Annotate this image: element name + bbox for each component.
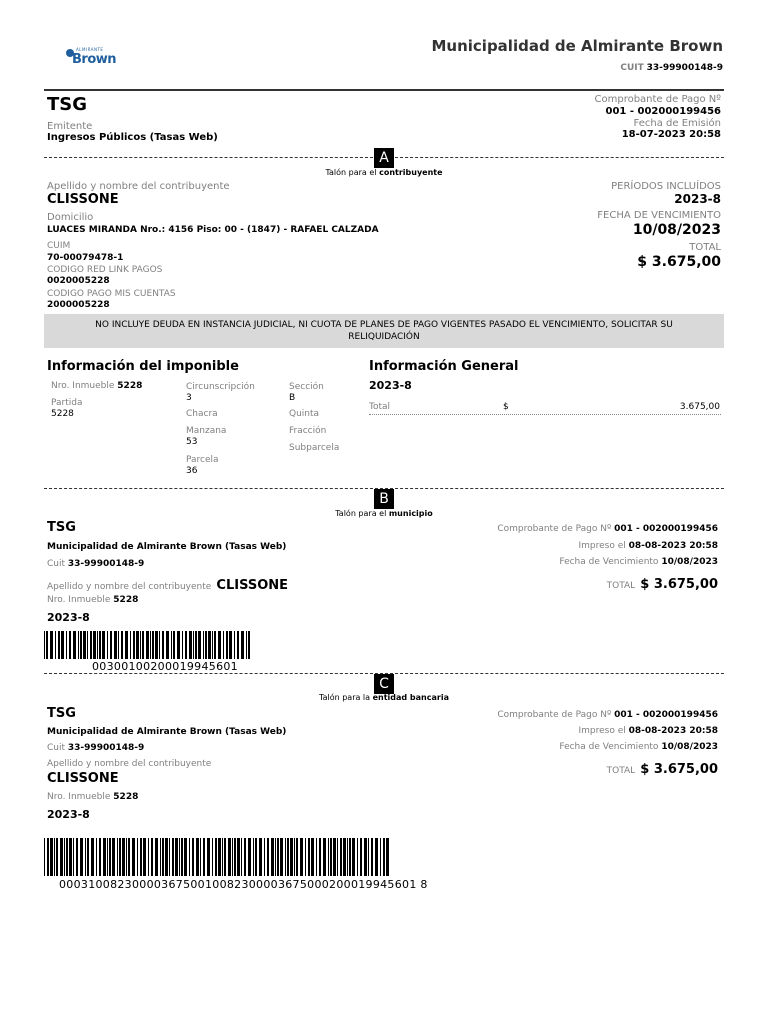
barcode-bar <box>305 838 306 876</box>
barcode-bar <box>152 631 154 659</box>
barcode-bar <box>244 838 246 876</box>
barcode-bar <box>223 631 224 659</box>
parcela-label: Parcela <box>186 455 219 465</box>
barcode-bar <box>184 838 187 876</box>
address-label: Domicilio <box>47 212 94 223</box>
barcode-bar <box>308 838 310 876</box>
voucher-label: Comprobante de Pago Nº <box>594 94 721 105</box>
circ-value: 3 <box>186 393 192 403</box>
barcode-bar <box>159 631 160 659</box>
barcode-bar <box>228 838 231 876</box>
b-inmueble: Nro. Inmueble 5228 <box>47 595 139 605</box>
barcode-bar <box>212 838 213 876</box>
general-total-label: Total <box>369 402 391 412</box>
barcode-bar <box>162 838 164 876</box>
general-amount: 3.675,00 <box>679 402 720 412</box>
barcode-bar <box>122 838 125 876</box>
barcode-bar <box>264 838 265 876</box>
barcode-bar <box>128 838 130 876</box>
seccion-value: B <box>289 393 296 403</box>
address-value: LUACES MIRANDA Nro.: 4156 Piso: 00 - (1847) - RAFAEL CALZADA <box>47 225 379 235</box>
barcode-bar <box>203 838 205 876</box>
barcode-bar <box>132 838 135 876</box>
barcode-bar <box>285 838 286 876</box>
c-total: TOTAL $ 3.675,00 <box>606 762 718 777</box>
barcode-bar <box>46 631 48 659</box>
barcode-bar <box>172 838 174 876</box>
barcode-bar <box>114 631 117 659</box>
barcode-bar <box>192 838 194 876</box>
barcode-bar <box>66 631 67 659</box>
barcode-bar <box>198 631 201 659</box>
cuim-label: CUIM <box>47 241 71 251</box>
logo <box>64 46 124 68</box>
barcode-bar <box>150 631 151 659</box>
barcode-bar <box>137 838 138 876</box>
barcode-bar <box>294 838 295 876</box>
barcode-bar <box>146 631 149 659</box>
c-org: Municipalidad de Almirante Brown (Tasas Web) <box>47 727 287 737</box>
barcode-bar <box>179 838 180 876</box>
taxpayer-name: CLISSONE <box>47 192 119 207</box>
barcode-bar <box>368 838 369 876</box>
b-org: Municipalidad de Almirante Brown (Tasas Web) <box>47 542 287 552</box>
issue-value: 18-07-2023 20:58 <box>621 129 721 140</box>
barcode-bar <box>155 631 158 659</box>
redlink-value: 0020005228 <box>47 276 110 286</box>
barcode-bar <box>107 631 108 659</box>
barcode-bar <box>107 838 108 876</box>
barcode-bar <box>55 631 56 659</box>
circ-label: Circunscripción <box>186 382 255 392</box>
barcode-bar <box>349 838 351 876</box>
c-inmueble: Nro. Inmueble 5228 <box>47 792 139 802</box>
barcode-bar <box>173 631 175 659</box>
logo-small-text: ALMIRANTE <box>76 47 104 52</box>
barcode-bar <box>140 838 142 876</box>
barcode-bar <box>133 631 135 659</box>
b-printed: Impreso el 08-08-2023 20:58 <box>578 541 718 551</box>
c-name-value: CLISSONE <box>47 771 119 786</box>
barcode-bar <box>330 838 332 876</box>
barcode-bar <box>102 631 105 659</box>
barcode-bar <box>343 838 346 876</box>
due-label: FECHA DE VENCIMIENTO <box>597 210 721 221</box>
barcode-bar <box>130 631 131 659</box>
barcode-bar <box>241 631 244 659</box>
barcode-bar <box>296 838 298 876</box>
section-badge-a: A <box>374 148 394 168</box>
barcode-bar <box>185 631 187 659</box>
barcode-bar <box>222 838 223 876</box>
barcode-bar <box>117 838 118 876</box>
barcode-bar <box>110 631 112 659</box>
talon-b: Talón para el municipio <box>335 509 433 518</box>
barcode-bar <box>118 631 119 659</box>
barcode-bar <box>90 631 92 659</box>
b-total: TOTAL $ 3.675,00 <box>606 577 718 592</box>
barcode-bar <box>237 631 239 659</box>
barcode-bar <box>347 838 348 876</box>
barcode-bar <box>205 631 207 659</box>
barcode-bar <box>73 838 74 876</box>
barcode-bar <box>371 838 373 876</box>
barcode-bar <box>277 838 279 876</box>
issue-label: Fecha de Emisión <box>633 118 721 129</box>
barcode-bar <box>340 838 342 876</box>
barcode-bar <box>140 631 141 659</box>
barcode-bar <box>99 838 101 876</box>
header-cuit: CUIT 33-99900148-9 <box>620 63 723 73</box>
barcode-bar <box>300 838 303 876</box>
barcode-bar <box>66 838 68 876</box>
barcode-bar <box>207 838 210 876</box>
talon-a: Talón para el contribuyente <box>325 168 443 177</box>
barcode-bar <box>386 838 389 876</box>
barcode-bar <box>103 838 106 876</box>
general-rule <box>369 414 721 415</box>
barcode-bar <box>267 838 269 876</box>
barcode-bar <box>311 838 314 876</box>
barcode-bar <box>383 838 385 876</box>
partida-label: Partida <box>51 398 83 408</box>
parcela-value: 36 <box>186 466 198 476</box>
b-period: 2023-8 <box>47 611 90 624</box>
periods-label: PERÍODOS INCLUÍDOS <box>611 181 721 192</box>
c-name-label: Apellido y nombre del contribuyente <box>47 759 212 769</box>
barcode-bar <box>119 838 121 876</box>
general-currency: $ <box>503 402 509 412</box>
c-cuit: Cuit 33-99900148-9 <box>47 743 145 753</box>
barcode-bar <box>333 838 336 876</box>
barcode-bar <box>259 838 262 876</box>
barcode-bar <box>253 838 254 876</box>
municipality-name: Municipalidad de Almirante Brown <box>431 37 723 55</box>
barcode-bar <box>195 631 197 659</box>
total-label: TOTAL <box>689 242 721 253</box>
barcode-b <box>44 631 252 659</box>
barcode-bar <box>375 838 378 876</box>
barcode-bar <box>50 631 53 659</box>
barcode-bar <box>142 631 144 659</box>
b-name: Apellido y nombre del contribuyente CLISSONE <box>47 578 289 593</box>
logo-big-text: Brown <box>72 52 117 67</box>
barcode-bar <box>80 838 83 876</box>
barcode-bar <box>126 838 127 876</box>
general-title: Información General <box>369 359 519 374</box>
barcode-bar <box>234 838 236 876</box>
b-due: Fecha de Vencimiento 10/08/2023 <box>559 557 718 567</box>
barcode-bar <box>58 631 60 659</box>
taxpayer-name-label: Apellido y nombre del contribuyente <box>47 181 230 192</box>
due-value: 10/08/2023 <box>632 222 721 238</box>
barcode-bar <box>232 838 233 876</box>
barcode-bar <box>99 631 101 659</box>
barcode-bar <box>218 838 221 876</box>
barcode-bar <box>224 838 226 876</box>
barcode-bar <box>280 838 283 876</box>
emitter-label: Emitente <box>47 121 93 132</box>
barcode-bar <box>155 838 158 876</box>
c-period: 2023-8 <box>47 808 90 821</box>
barcode-bar <box>93 631 96 659</box>
barcode-bar <box>357 838 358 876</box>
barcode-bar <box>162 631 164 659</box>
barcode-bar <box>352 838 355 876</box>
barcode-c <box>44 838 392 876</box>
barcode-bar <box>177 631 180 659</box>
barcode-bar <box>275 838 276 876</box>
barcode-bar <box>125 631 128 659</box>
seccion-label: Sección <box>289 382 324 392</box>
barcode-bar <box>47 838 49 876</box>
barcode-bar <box>182 631 183 659</box>
barcode-bar <box>166 631 169 659</box>
partida-value: 5228 <box>51 409 74 419</box>
barcode-bar <box>271 838 274 876</box>
barcode-bar <box>97 631 98 659</box>
barcode-bar <box>64 838 65 876</box>
barcode-bar <box>234 631 235 659</box>
section-badge-b: B <box>374 489 394 509</box>
header-rule <box>44 89 724 91</box>
miscuentas-value: 2000005228 <box>47 300 110 310</box>
b-cuit: Cuit 33-99900148-9 <box>47 559 145 569</box>
barcode-bar <box>78 631 79 659</box>
barcode-bar <box>364 838 367 876</box>
barcode-bar <box>323 838 326 876</box>
barcode-bar <box>248 838 251 876</box>
barcode-bar <box>255 838 257 876</box>
barcode-bar <box>44 631 45 659</box>
barcode-bar <box>181 838 183 876</box>
c-title: TSG <box>47 706 76 721</box>
barcode-bar <box>171 631 172 659</box>
barcode-bar <box>109 838 111 876</box>
c-printed: Impreso el 08-08-2023 20:58 <box>578 726 718 736</box>
barcode-bar <box>360 838 362 876</box>
barcode-bar <box>200 838 201 876</box>
barcode-bar <box>215 838 217 876</box>
barcode-bar <box>96 838 97 876</box>
barcode-bar <box>85 838 86 876</box>
manzana-label: Manzana <box>186 426 227 436</box>
barcode-bar <box>316 838 317 876</box>
talon-c: Talón para la entidad bancaria <box>319 693 449 702</box>
barcode-bar <box>160 838 161 876</box>
barcode-bar <box>80 631 82 659</box>
subparcela-label: Subparcela <box>289 443 340 453</box>
barcode-bar <box>136 631 139 659</box>
manzana-value: 53 <box>186 437 198 447</box>
barcode-bar <box>56 838 58 876</box>
barcode-bar <box>196 838 199 876</box>
barcode-bar <box>193 631 194 659</box>
inmueble: Nro. Inmueble 5228 <box>51 381 143 391</box>
barcode-bar <box>44 838 45 876</box>
miscuentas-label: CODIGO PAGO MIS CUENTAS <box>47 289 176 299</box>
barcode-bar <box>121 631 123 659</box>
redlink-label: CODIGO RED LINK PAGOS <box>47 265 163 275</box>
barcode-bar <box>112 838 115 876</box>
cuim-value: 70-00079478-1 <box>47 253 124 263</box>
c-due: Fecha de Vencimiento 10/08/2023 <box>559 742 718 752</box>
barcode-bar <box>50 838 53 876</box>
barcode-bar <box>290 838 293 876</box>
barcode-bar <box>73 631 76 659</box>
barcode-bar <box>246 631 247 659</box>
quinta-label: Quinta <box>289 409 320 419</box>
c-barcode-number: 0003100823000036750010082300003675000200019945601 8 <box>59 878 428 891</box>
barcode-bar <box>60 838 63 876</box>
barcode-bar <box>337 838 338 876</box>
barcode-bar <box>328 838 329 876</box>
barcode-bar <box>54 838 55 876</box>
barcode-bar <box>189 838 190 876</box>
c-voucher: Comprobante de Pago Nº 001 - 002000199456 <box>497 710 718 720</box>
barcode-bar <box>237 838 240 876</box>
barcode-bar <box>287 838 289 876</box>
barcode-bar <box>151 838 153 876</box>
barcode-bar <box>229 631 232 659</box>
barcode-bar <box>212 631 213 659</box>
b-barcode-number: 00300100200019945601 <box>92 660 238 673</box>
barcode-bar <box>69 631 71 659</box>
barcode-bar <box>218 631 221 659</box>
barcode-bar <box>380 838 381 876</box>
total-value: $ 3.675,00 <box>637 254 721 270</box>
barcode-bar <box>214 631 216 659</box>
tax-title: TSG <box>47 94 88 115</box>
imponible-title: Información del imponible <box>47 359 239 374</box>
barcode-bar <box>248 631 250 659</box>
barcode-bar <box>69 838 72 876</box>
barcode-bar <box>169 838 170 876</box>
barcode-bar <box>91 838 94 876</box>
barcode-bar <box>76 838 78 876</box>
barcode-bar <box>319 838 321 876</box>
barcode-bar <box>189 631 192 659</box>
barcode-bar <box>143 838 146 876</box>
chacra-label: Chacra <box>186 409 218 419</box>
barcode-bar <box>241 838 242 876</box>
barcode-bar <box>165 838 168 876</box>
b-voucher: Comprobante de Pago Nº 001 - 002000199456 <box>497 524 718 534</box>
notice-text: NO INCLUYE DEUDA EN INSTANCIA JUDICIAL, NI CUOTA DE PLANES DE PAGO VIGENTES PASADO EL VENCIMIENTO, SOLICITAR SU RELIQUIDACIÓN <box>95 320 673 342</box>
periods-value: 2023-8 <box>674 192 721 206</box>
barcode-bar <box>87 631 88 659</box>
barcode-bar <box>148 838 149 876</box>
barcode-bar <box>175 838 178 876</box>
voucher-value: 001 - 002000199456 <box>605 106 721 117</box>
general-period: 2023-8 <box>369 379 412 392</box>
section-badge-c: C <box>374 674 394 694</box>
b-title: TSG <box>47 520 76 535</box>
barcode-bar <box>87 838 89 876</box>
barcode-bar <box>208 631 211 659</box>
barcode-bar <box>203 631 204 659</box>
barcode-bar <box>226 631 228 659</box>
barcode-bar <box>83 631 86 659</box>
emitter-value: Ingresos Públicos (Tasas Web) <box>47 132 218 143</box>
fraccion-label: Fracción <box>289 426 327 436</box>
barcode-bar <box>61 631 64 659</box>
